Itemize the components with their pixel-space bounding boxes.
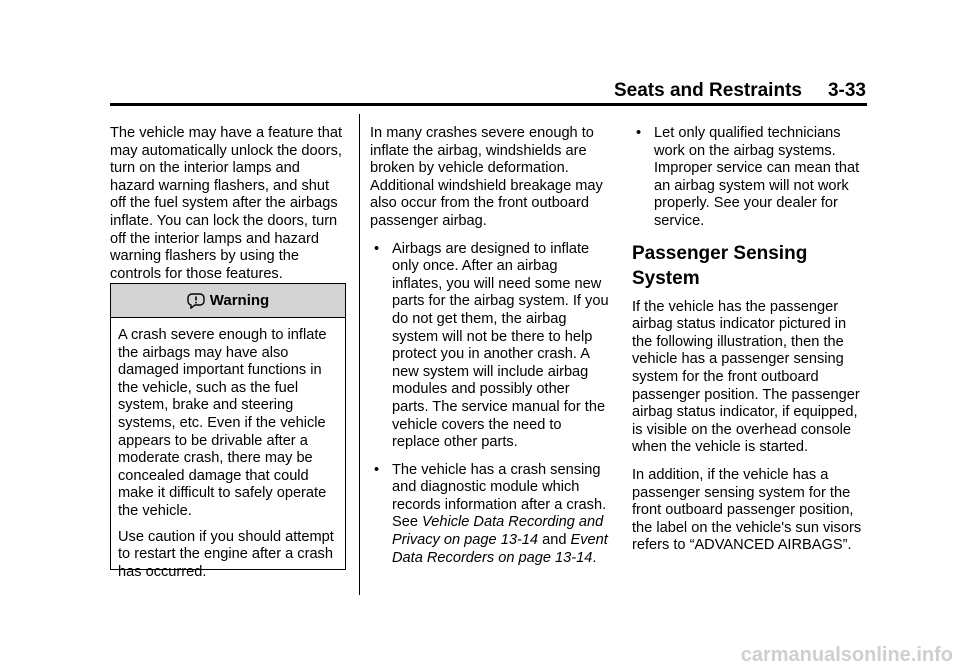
bullet-glyph: •	[374, 461, 380, 478]
column-middle	[370, 125, 610, 577]
bullet-glyph: •	[636, 125, 642, 141]
page-header	[560, 79, 866, 103]
conjunction-text: and	[542, 532, 567, 549]
column-divider	[359, 114, 360, 595]
watermark: carmanualsonline.info	[740, 644, 953, 666]
bullet-text: The vehicle has a crash sensing and diagnostic module which records information after a crash. See	[392, 461, 607, 531]
bullet-glyph: •	[374, 240, 380, 257]
windshield-paragraph: In many crashes severe enough to inflate the airbag, windshields are broken by vehicle deformation. Additional windshield breakage may also occur from the front outboard passenger airbag.	[370, 125, 603, 229]
section-heading: Passenger Sensing System	[632, 242, 808, 289]
bullet-text: Airbags are designed to inflate only once. After an airbag inflates, you will need some new parts for the airbag system. If you do not get them, the airbag system will not be there to help protect you in another crash. A new system will include airbag modules and possibly other parts. The service manual for the vehicle covers the need to replace other parts.	[392, 240, 609, 451]
warning-title: Warning	[209, 292, 270, 309]
section-title: Seats and Restraints	[614, 80, 802, 101]
sensing-paragraph-2: In addition, if the vehicle has a passenger sensing system for the front outboard passenger position, the label on the vehicle's sun visors refers to “ADVANCED AIRBAGS”.	[632, 466, 862, 554]
cross-reference-link[interactable]: Event Data Recorders on page 13-14	[392, 532, 608, 566]
warning-paragraph-2: Use caution if you should attempt to restart the engine after a crash has occurred.	[118, 528, 334, 580]
warning-body	[111, 318, 345, 581]
bullet-text: Let only qualified technicians work on the airbag systems. Improper service can mean that an airbag system will not work properly. See your dealer for service.	[654, 125, 860, 229]
sensing-paragraph-1: If the vehicle has the passenger airbag status indicator pictured in the following illustration, then the vehicle has a passenger sensing system for the front outboard passenger position. The passenger airbag status indicator, if equipped, is visible on the overhead console when the vehicle is started.	[632, 298, 860, 456]
sentence-end: .	[592, 549, 597, 566]
column-left	[110, 125, 348, 293]
intro-paragraph: The vehicle may have a feature that may automatically unlock the doors, turn on the interior lamps and hazard warning flashers, and shut off the fuel system after the airbags inflate. You can lock the doors, turn off the interior lamps and hazard warning flashers by using the controls for those features.	[110, 125, 343, 282]
cross-reference-link[interactable]: Vehicle Data Recording and Privacy on page 13-14	[392, 514, 604, 549]
page-number: 3-33	[827, 80, 866, 101]
header-rule	[110, 103, 867, 106]
column-right	[632, 125, 870, 565]
bullet-item	[370, 241, 610, 452]
warning-icon	[187, 293, 205, 309]
bullet-item	[370, 462, 610, 568]
warning-header	[111, 284, 345, 318]
bullet-item	[632, 125, 870, 231]
warning-paragraph-1: A crash severe enough to inflate the airbags may have also damaged important functions in the vehicle, such as the fuel system, brake and steering systems, etc. Even if the vehicle appears to be drivable after a moderate crash, there may be concealed damage that could make it difficult to safely operate the vehicle.	[118, 327, 327, 519]
warning-box	[110, 283, 346, 580]
